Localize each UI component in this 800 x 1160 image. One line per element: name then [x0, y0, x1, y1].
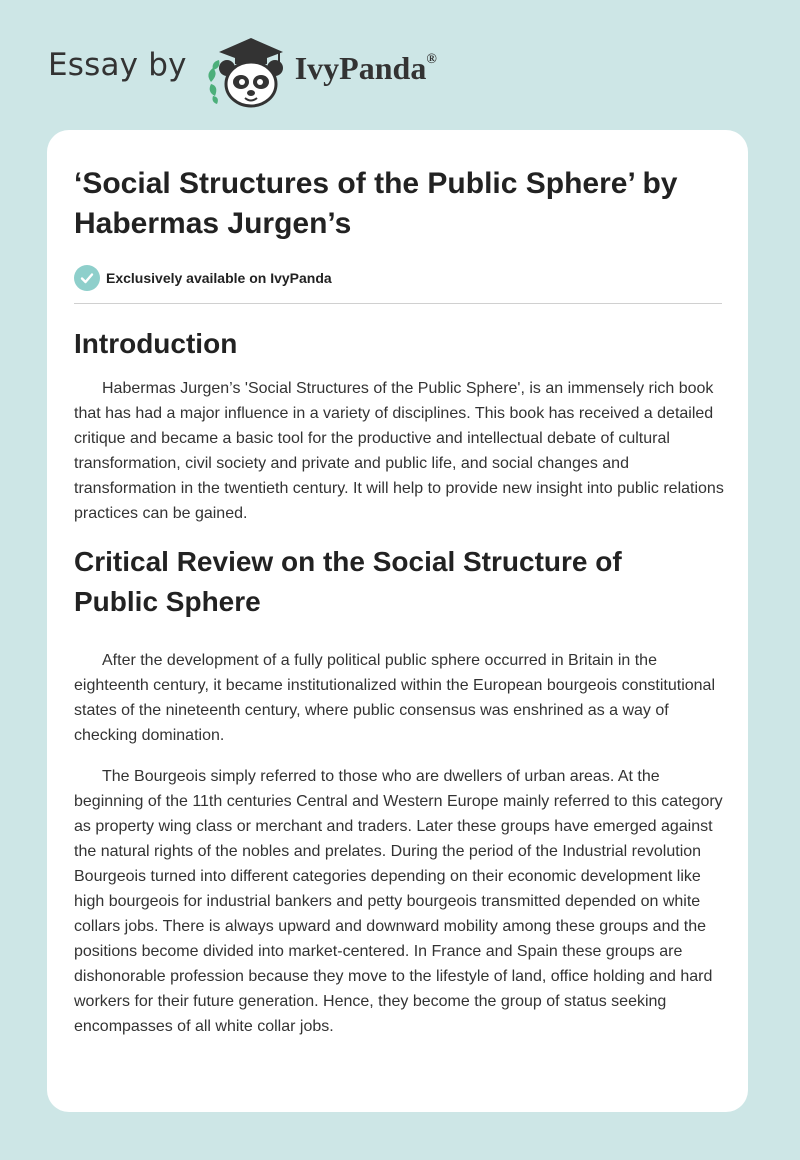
exclusive-badge-label: Exclusively available on IvyPanda: [106, 270, 332, 286]
essay-by-label: Essay by: [48, 47, 187, 83]
essay-card: [47, 130, 748, 1112]
brand-name[interactable]: IvyPanda®: [294, 49, 437, 86]
panda-graduate-logo-icon: [201, 30, 291, 110]
checkmark-icon: [74, 265, 100, 291]
site-header: [48, 30, 548, 110]
essay-title: ‘Social Structures of the Public Sphere’ by Habermas Jurgen’s: [74, 167, 678, 240]
paragraph: Habermas Jurgen’s 'Social Structures of the Public Sphere', is an immensely rich book that has had a major influence in a variety of disciplines. This book has received a detailed critique and became a basic tool for the productive and intellectual debate of cultural transformation, civil society and private and public life, and social changes and transformation in the twentieth century. It will help to provide new insight into public relations practices can be gained.: [74, 380, 724, 522]
section-heading-introduction: Introduction: [74, 328, 238, 359]
exclusive-badge: [74, 264, 722, 292]
paragraph: After the development of a fully political public sphere occurred in Britain in the eighteenth century, it became institutionalized within the European bourgeois constitutional states of the nineteenth century, where public consensus was enshrined as a way of checking domination.: [74, 652, 715, 744]
divider: [74, 303, 722, 304]
section-heading-critical-review: Critical Review on the Social Structure of Public Sphere: [74, 546, 622, 617]
paragraph: The Bourgeois simply referred to those who are dwellers of urban areas. At the beginning of the 11th centuries Central and Western Europe mainly referred to this category as property wing class or merchant and traders. Later these groups have emerged against the natural rights of the nobles and prelates. During the period of the Industrial revolution Bourgeois turned into different categories depending on their economic development like high bourgeois for industrial bankers and petty bourgeois transmitted depended on white collars jobs. There is always upward and downward mobility among these groups and the positions become divided into market-centered. In France and Spain these groups are dishonorable profession because they move to the lifestyle of land, office holding and hard workers for their future generation. Hence, they become the group of status seeking encompasses of all white collar jobs.: [74, 768, 723, 1035]
